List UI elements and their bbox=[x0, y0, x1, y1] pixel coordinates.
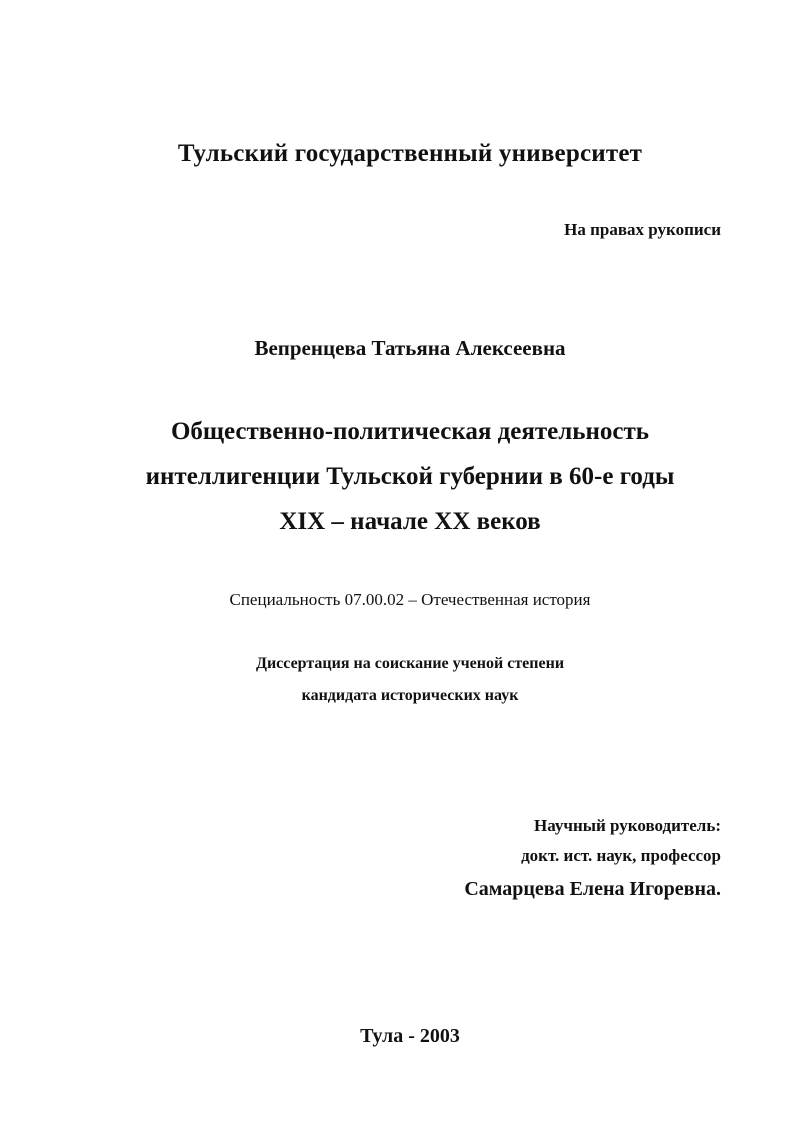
university-name: Тульский государственный университет bbox=[177, 140, 643, 167]
advisor-label: Научный руководитель: bbox=[534, 816, 721, 835]
dissertation-degree-line-1: Диссертация на соискание ученой степени bbox=[255, 655, 565, 672]
specialty-line: Специальность 07.00.02 – Отечественная история bbox=[229, 590, 591, 609]
advisor-name: Самарцева Елена Игоревна. bbox=[464, 878, 721, 900]
dissertation-title-line-3: XIX – начале XX веков bbox=[279, 508, 541, 535]
author-name: Вепренцева Татьяна Алексеевна bbox=[254, 336, 566, 360]
advisor-degree: докт. ист. наук, профессор bbox=[521, 846, 721, 865]
dissertation-degree-line-2: кандидата исторических наук bbox=[301, 687, 519, 704]
city-year: Тула - 2003 bbox=[360, 1025, 460, 1047]
dissertation-title-line-2: интеллигенции Тульской губернии в 60-е годы bbox=[145, 463, 675, 490]
dissertation-title-line-1: Общественно-политическая деятельность bbox=[170, 418, 650, 445]
manuscript-note: На правах рукописи bbox=[564, 220, 721, 239]
